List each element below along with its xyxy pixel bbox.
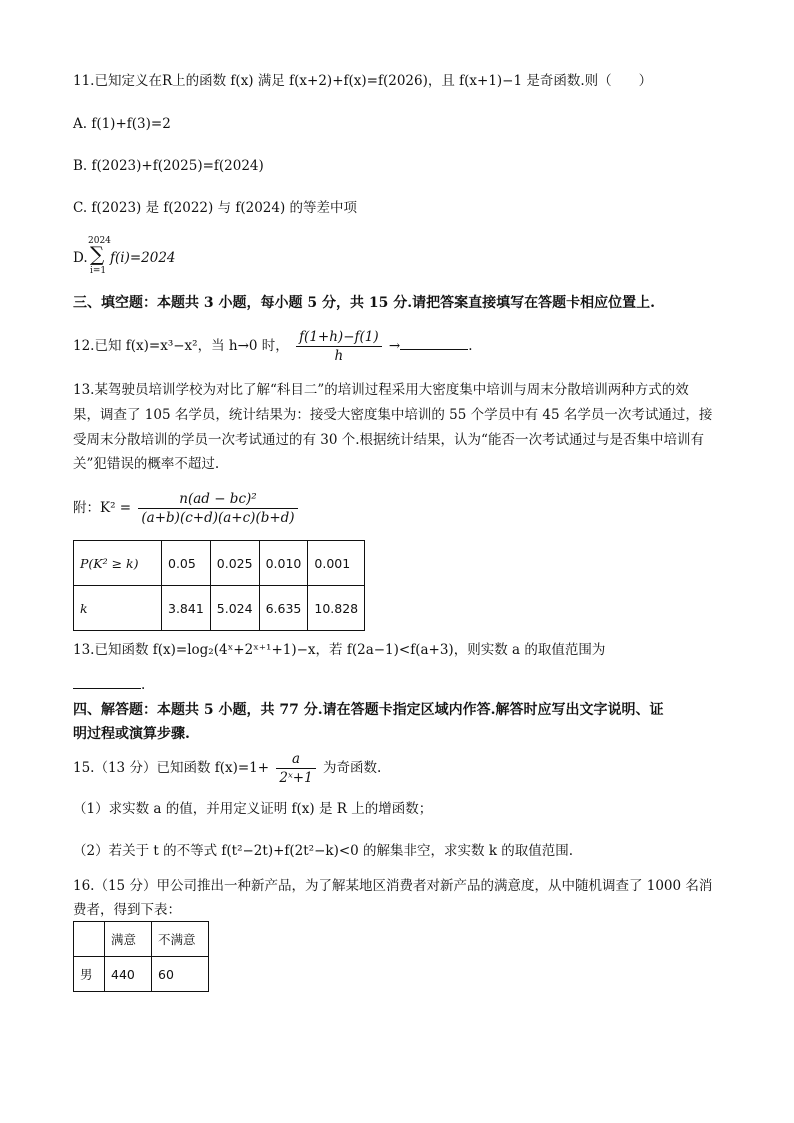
table-cell: 0.001 (308, 541, 365, 586)
table-cell: 5.024 (210, 586, 259, 631)
q15-frac-num: a (276, 750, 315, 769)
q12-end: . (468, 338, 473, 354)
section-4-heading-line1: 四、解答题：本题共 5 小题，共 77 分.请在答题卡指定区域内作答.解答时应写出文字说明、证 (73, 702, 664, 718)
table-row (74, 541, 365, 586)
formula-fraction (138, 490, 297, 527)
q11-option-d-prefix: D. (73, 250, 88, 266)
q11-option-a: A. f(1)+f(3)=2 (73, 116, 171, 132)
table-cell: 60 (152, 957, 209, 992)
table-cell: P(K² ≥ k) (74, 541, 162, 586)
table-row (74, 922, 209, 957)
sum-upper-limit: 2024 (88, 236, 111, 246)
q12-arrow: → (388, 338, 401, 354)
table-cell: 0.025 (210, 541, 259, 586)
table-cell (74, 922, 105, 957)
table-cell: 0.010 (259, 541, 308, 586)
q15-frac-den: 2ˣ+1 (279, 770, 313, 786)
q13b-answer-blank (73, 674, 141, 689)
table-cell: 3.841 (162, 586, 211, 631)
q11-stem: 11.已知定义在R上的函数 f(x) 满足 f(x+2)+f(x)=f(2026)，且 f(x+1)−1 是奇函数.则（ ） (73, 73, 653, 89)
table-cell: 满意 (105, 922, 152, 957)
q13b-line1: 13.已知函数 f(x)=log₂(4ˣ+2ˣ⁺¹+1)−x，若 f(2a−1)<f(a+3)，则实数 a 的取值范围为 (73, 642, 606, 658)
q11-option-d-body: f(i)=2024 (110, 250, 176, 266)
q15-stem (73, 748, 381, 788)
q12-frac-num: f(1+h)−f(1) (296, 328, 382, 347)
section-3-heading: 三、填空题：本题共 3 小题，每小题 5 分，共 15 分.请把答案直接填写在答题卡相应位置上. (73, 295, 655, 311)
table-row (74, 586, 365, 631)
q15-prefix: 15.（13 分）已知函数 f(x)=1+ (73, 760, 270, 776)
q13b-line2 (73, 674, 145, 695)
formula-prefix: 附：K² = (73, 500, 132, 516)
q11-option-c: C. f(2023) 是 f(2022) 与 f(2024) 的等差中项 (73, 200, 358, 216)
table-cell: 6.635 (259, 586, 308, 631)
q13a-line1: 13.某驾驶员培训学校为对比了解“科目二”的培训过程采用大密度集中培训与周末分散培训两种方式的效 (73, 382, 689, 398)
satisfaction-table (73, 921, 209, 992)
table-cell: 男 (74, 957, 105, 992)
q15-part2: （2）若关于 t 的不等式 f(t²−2t)+f(2t²−k)<0 的解集非空，求实数 k 的取值范围. (73, 843, 574, 859)
q12-fraction (296, 328, 382, 365)
table-cell: 不满意 (152, 922, 209, 957)
q12-prefix: 12.已知 f(x)=x³−x²，当 h→0 时， (73, 338, 289, 354)
q12 (73, 326, 473, 366)
critical-value-table (73, 540, 365, 631)
q12-frac-den: h (334, 348, 344, 364)
q13a-line4: 关”犯错误的概率不超过. (73, 456, 220, 472)
q15-fraction (276, 750, 315, 787)
sum-lower-limit: i=1 (90, 266, 107, 276)
sigma-symbol: ∑ (90, 242, 105, 266)
table-cell: 440 (105, 957, 152, 992)
section-4-heading-line2: 明过程或演算步骤. (73, 726, 190, 742)
table-cell: k (74, 586, 162, 631)
table-cell: 0.05 (162, 541, 211, 586)
chi-square-formula (73, 486, 301, 530)
q13a-line2: 果，调查了 105 名学员，统计结果为：接受大密度集中培训的 55 个学员中有 45 名学员一次考试通过，接 (73, 407, 713, 423)
q15-part1: （1）求实数 a 的值，并用定义证明 f(x) 是 R 上的增函数； (73, 801, 433, 817)
q15-suffix: 为奇函数. (322, 760, 382, 776)
table-cell: 10.828 (308, 586, 365, 631)
formula-den: (a+b)(c+d)(a+c)(b+d) (141, 510, 295, 526)
q13b-end: . (141, 677, 146, 693)
q13a-line3: 受周末分散培训的学员一次考试通过的有 30 个.根据统计结果，认为“能否一次考试通过与是否集中培训有 (73, 432, 704, 448)
q12-answer-blank (400, 335, 468, 350)
q11-option-b: B. f(2023)+f(2025)=f(2024) (73, 158, 264, 174)
table-row (74, 957, 209, 992)
formula-num: n(ad − bc)² (138, 490, 297, 509)
q16-line2: 费者，得到下表： (73, 902, 181, 918)
q16-line1: 16.（15 分）甲公司推出一种新产品，为了解某地区消费者对新产品的满意度，从中随机调查了 1000 名消 (73, 878, 713, 894)
